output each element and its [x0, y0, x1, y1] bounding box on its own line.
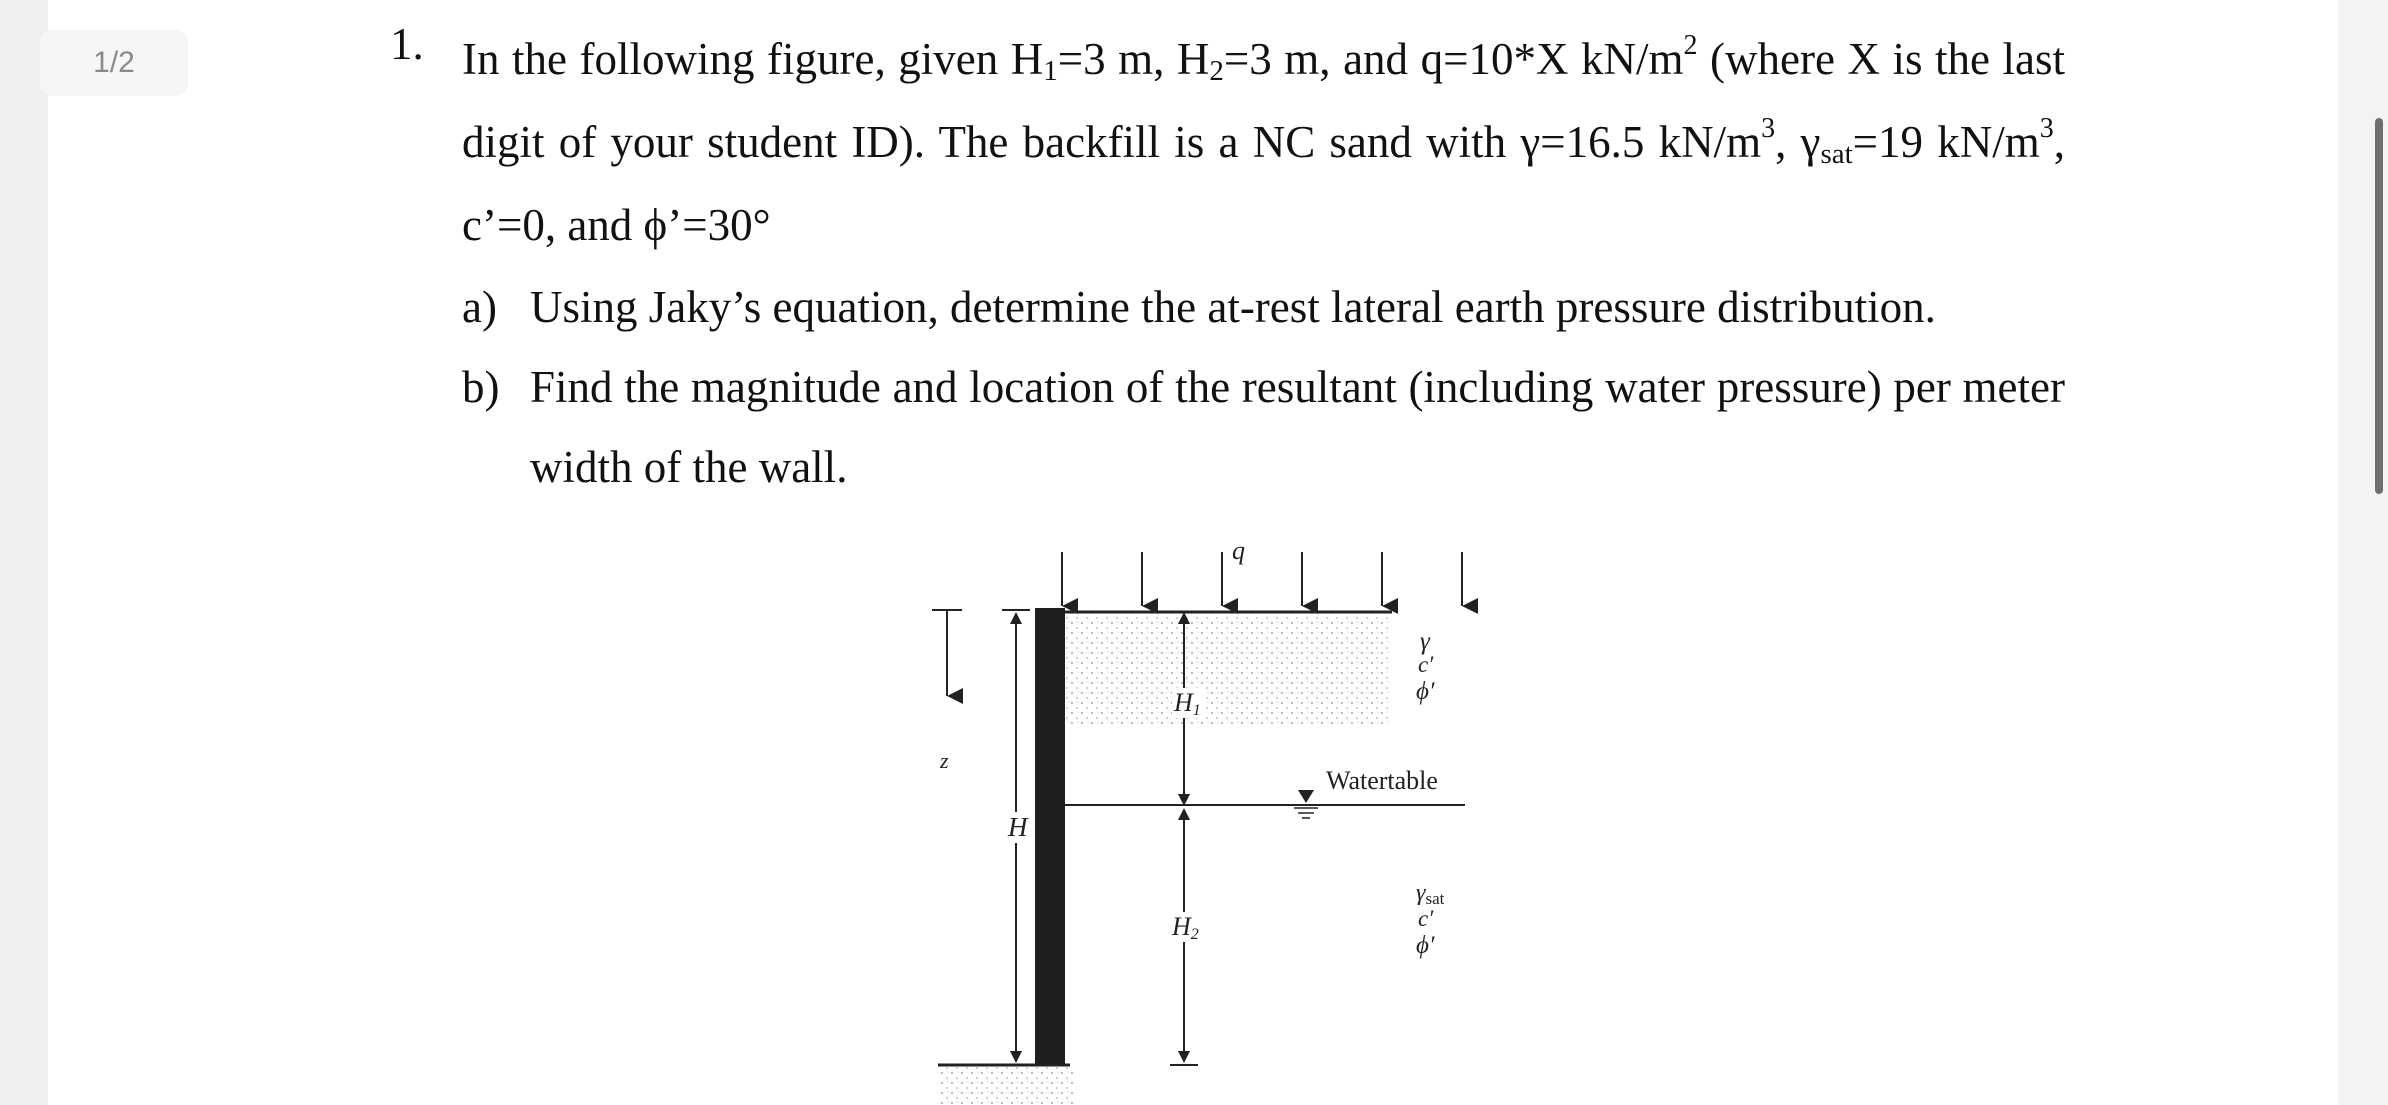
watertable-label: Watertable	[1326, 766, 1438, 795]
surcharge-arrows	[1062, 552, 1462, 606]
z-label: z	[940, 748, 949, 773]
sub-question-label: a)	[462, 282, 497, 332]
retaining-wall	[1035, 608, 1065, 1065]
sub-question-label: b)	[462, 362, 500, 412]
z-depth-arrow	[932, 610, 962, 696]
gamma-sat-label: $\gamma_{sat}$	[1416, 880, 1445, 908]
page-indicator: 1/2	[40, 30, 188, 96]
sub-question-b	[462, 347, 2065, 507]
sub-question-text: Using Jaky’s equation, determine the at-rest lateral earth pressure distribution.	[530, 282, 1936, 332]
figure-drawing	[920, 520, 1480, 1105]
h1-label: $H_1$	[1174, 688, 1201, 719]
c-prime-label-2: c′	[1418, 906, 1434, 931]
retaining-wall-figure	[920, 520, 1480, 1105]
h2-label: $H_2$	[1172, 912, 1199, 943]
phi-prime-label: ϕ′	[1416, 678, 1435, 705]
h-label: H	[1008, 812, 1028, 842]
question-number: 1.	[390, 19, 424, 69]
question-1	[390, 18, 2065, 507]
sub-question-text: Find the magnitude and location of the resultant (including water pressure) per meter width of the wall.	[530, 362, 2065, 492]
question-intro: In the following figure, given $H_1=3$ m, $H_2=3$ m, and q=10*X $kN/m^2$ (where X is the last digit of your student ID). The backfill is a NC sand with γ=16.5 $kN/m^3$, $\gamma_{sat}=19$ $kN/m^3$, c’=0, and ϕ’=30°	[462, 30, 2066, 250]
sub-question-a	[462, 267, 2065, 347]
backfill-sand	[940, 612, 1390, 1105]
q-label: q	[1232, 536, 1245, 565]
phi-prime-label-2: ϕ′	[1416, 932, 1435, 959]
gamma-label: γ	[1420, 628, 1430, 655]
c-prime-label: c′	[1418, 652, 1434, 677]
scrollbar-thumb[interactable]	[2375, 118, 2383, 494]
